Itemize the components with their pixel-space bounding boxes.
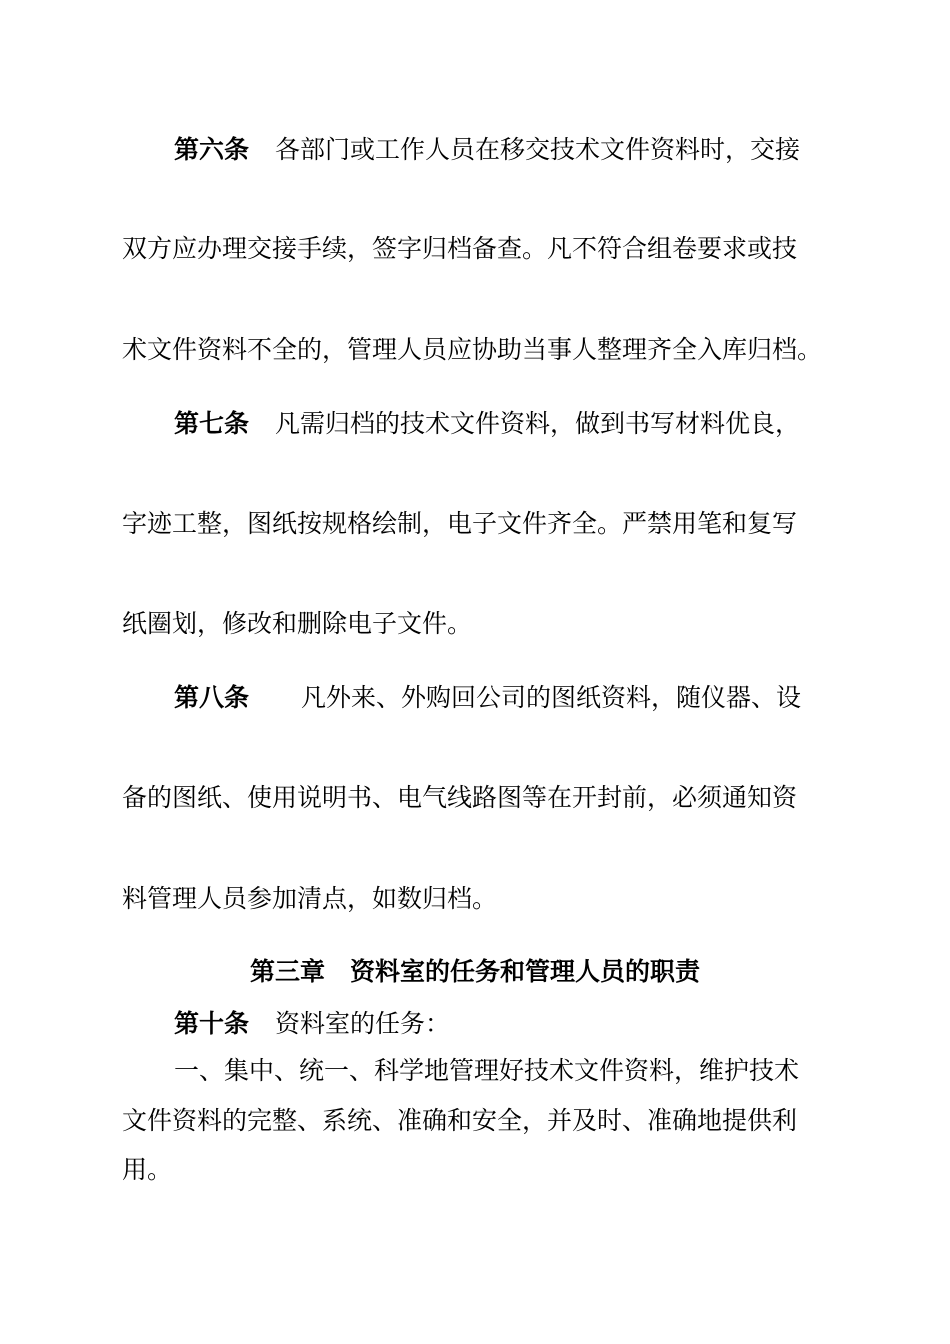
article-7-line-1 [174, 409, 800, 439]
article-7-line-2: 字迹工整，图纸按规格绘制，电子文件齐全。严禁用笔和复写 [122, 509, 798, 538]
article-8-text-1: 凡外来、外购回公司的图纸资料，随仪器、设 [301, 683, 802, 712]
chapter-3-heading: 第三章 资料室的任务和管理人员的职责 [249, 957, 700, 986]
article-10-item-1-line-1: 一、集中、统一、科学地管理好技术文件资料，维护技术 [174, 1056, 800, 1085]
article-10-label: 第十条 [174, 1009, 250, 1038]
article-6-label: 第六条 [174, 135, 250, 164]
article-8-line-3: 料管理人员参加清点，如数归档。 [122, 884, 498, 913]
article-6-line-2: 双方应办理交接手续，签字归档备查。凡不符合组卷要求或技 [122, 234, 798, 263]
article-8-label: 第八条 [174, 683, 250, 712]
article-10-item-1-line-2: 文件资料的完整、系统、准确和安全，并及时、准确地提供利 [122, 1106, 798, 1135]
article-7-line-3: 纸圈划，修改和删除电子文件。 [122, 609, 473, 638]
article-6-line-3: 术文件资料不全的，管理人员应协助当事人整理齐全入库归档。 [122, 335, 823, 364]
article-10-line-1 [174, 1009, 450, 1039]
article-7-label: 第七条 [174, 409, 250, 438]
article-8-line-2: 备的图纸、使用说明书、电气线路图等在开封前，必须通知资 [122, 783, 798, 812]
article-6-text-1: 各部门或工作人员在移交技术文件资料时，交接 [275, 135, 801, 164]
article-7-text-1: 凡需归档的技术文件资料，做到书写材料优良， [275, 409, 801, 438]
article-6-line-1 [174, 135, 800, 165]
article-8-line-1 [174, 683, 801, 713]
article-10-item-1-line-3: 用。 [122, 1155, 173, 1184]
article-10-text: 资料室的任务： [275, 1009, 451, 1038]
